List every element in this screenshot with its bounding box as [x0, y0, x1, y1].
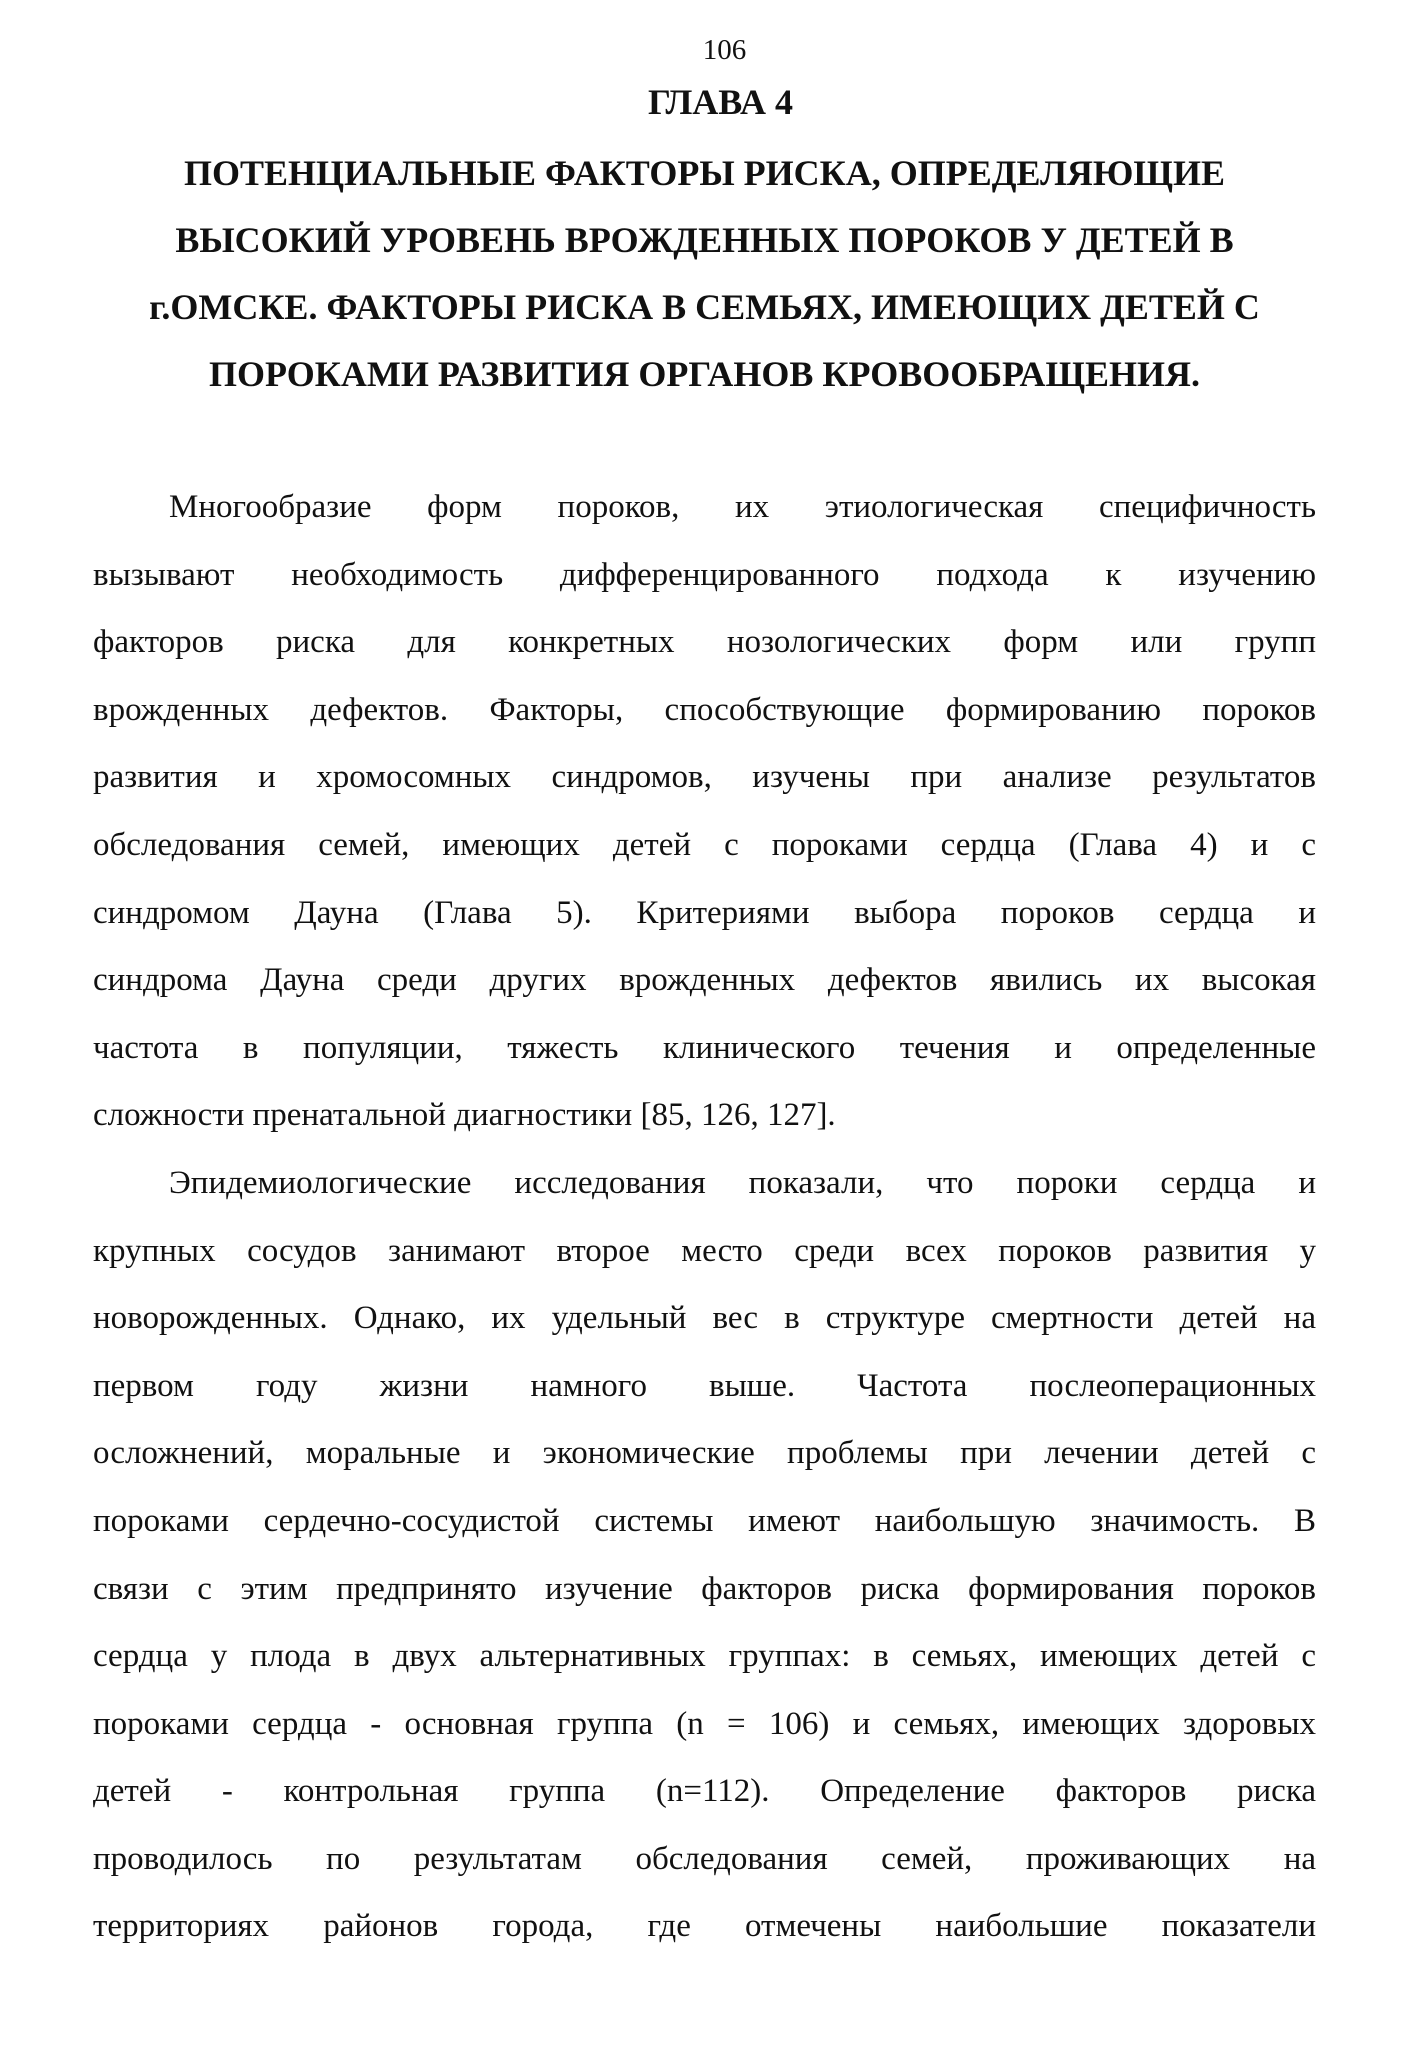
- text-line: синдрома Дауна среди других врожденных дефектов явились их высокая: [93, 962, 1316, 999]
- text-line: новорожденных. Однако, их удельный вес в структуре смертности детей на: [93, 1300, 1316, 1337]
- text-line: пороками сердечно-сосудистой системы имеют наибольшую значимость. В: [93, 1502, 1316, 1539]
- text-line: крупных сосудов занимают второе место среди всех пороков развития у: [93, 1232, 1316, 1269]
- heading-line: ПОРОКАМИ РАЗВИТИЯ ОРГАНОВ КРОВООБРАЩЕНИЯ.: [208, 354, 1200, 394]
- page-number: 106: [702, 34, 747, 66]
- text-line: факторов риска для конкретных нозологических форм или групп: [93, 624, 1316, 661]
- text-line: детей - контрольная группа (n=112). Определение факторов риска: [93, 1773, 1316, 1810]
- text-line: проводилось по результатам обследования семей, проживающих на: [93, 1840, 1316, 1877]
- text-line: Многообразие форм пороков, их этиологическая специфичность: [169, 489, 1316, 525]
- text-line: первом году жизни намного выше. Частота послеоперационных: [93, 1367, 1316, 1404]
- text-line: осложнений, моральные и экономические проблемы при лечении детей с: [93, 1435, 1316, 1472]
- text-line: обследования семей, имеющих детей с пороками сердца (Глава 4) и с: [93, 826, 1316, 863]
- chapter-heading: [120, 140, 1289, 408]
- text-line: частота в популяции, тяжесть клинического течения и определенные: [93, 1029, 1316, 1066]
- body-text: [93, 474, 1316, 1961]
- chapter-title: ГЛАВА 4: [647, 82, 794, 122]
- text-line: синдромом Дауна (Глава 5). Критериями выбора пороков сердца и: [93, 894, 1316, 931]
- heading-line: г.ОМСКЕ. ФАКТОРЫ РИСКА В СЕМЬЯХ, ИМЕЮЩИХ ДЕТЕЙ С: [149, 287, 1260, 327]
- text-line: связи с этим предпринято изучение факторов риска формирования пороков: [93, 1570, 1316, 1607]
- text-line: сложности пренатальной диагностики [85, 126, 127].: [93, 1097, 836, 1134]
- text-line: пороками сердца - основная группа (n = 106) и семьях, имеющих здоровых: [93, 1705, 1316, 1742]
- text-line: Эпидемиологические исследования показали, что пороки сердца и: [169, 1164, 1316, 1201]
- text-line: развития и хромосомных синдромов, изучены при анализе результатов: [93, 759, 1316, 796]
- text-line: врожденных дефектов. Факторы, способствующие формированию пороков: [93, 691, 1316, 728]
- text-line: сердца у плода в двух альтернативных группах: в семьях, имеющих детей с: [93, 1638, 1316, 1675]
- heading-line: ПОТЕНЦИАЛЬНЫЕ ФАКТОРЫ РИСКА, ОПРЕДЕЛЯЮЩИЕ: [184, 153, 1225, 193]
- text-line: территориях районов города, где отмечены наибольшие показатели: [93, 1908, 1316, 1945]
- paragraph-1: [93, 474, 1316, 1150]
- heading-line: ВЫСОКИЙ УРОВЕНЬ ВРОЖДЕННЫХ ПОРОКОВ У ДЕТЕЙ В: [175, 220, 1234, 260]
- text-line: вызывают необходимость дифференцированного подхода к изучению: [93, 556, 1316, 593]
- paragraph-2: [93, 1150, 1316, 1961]
